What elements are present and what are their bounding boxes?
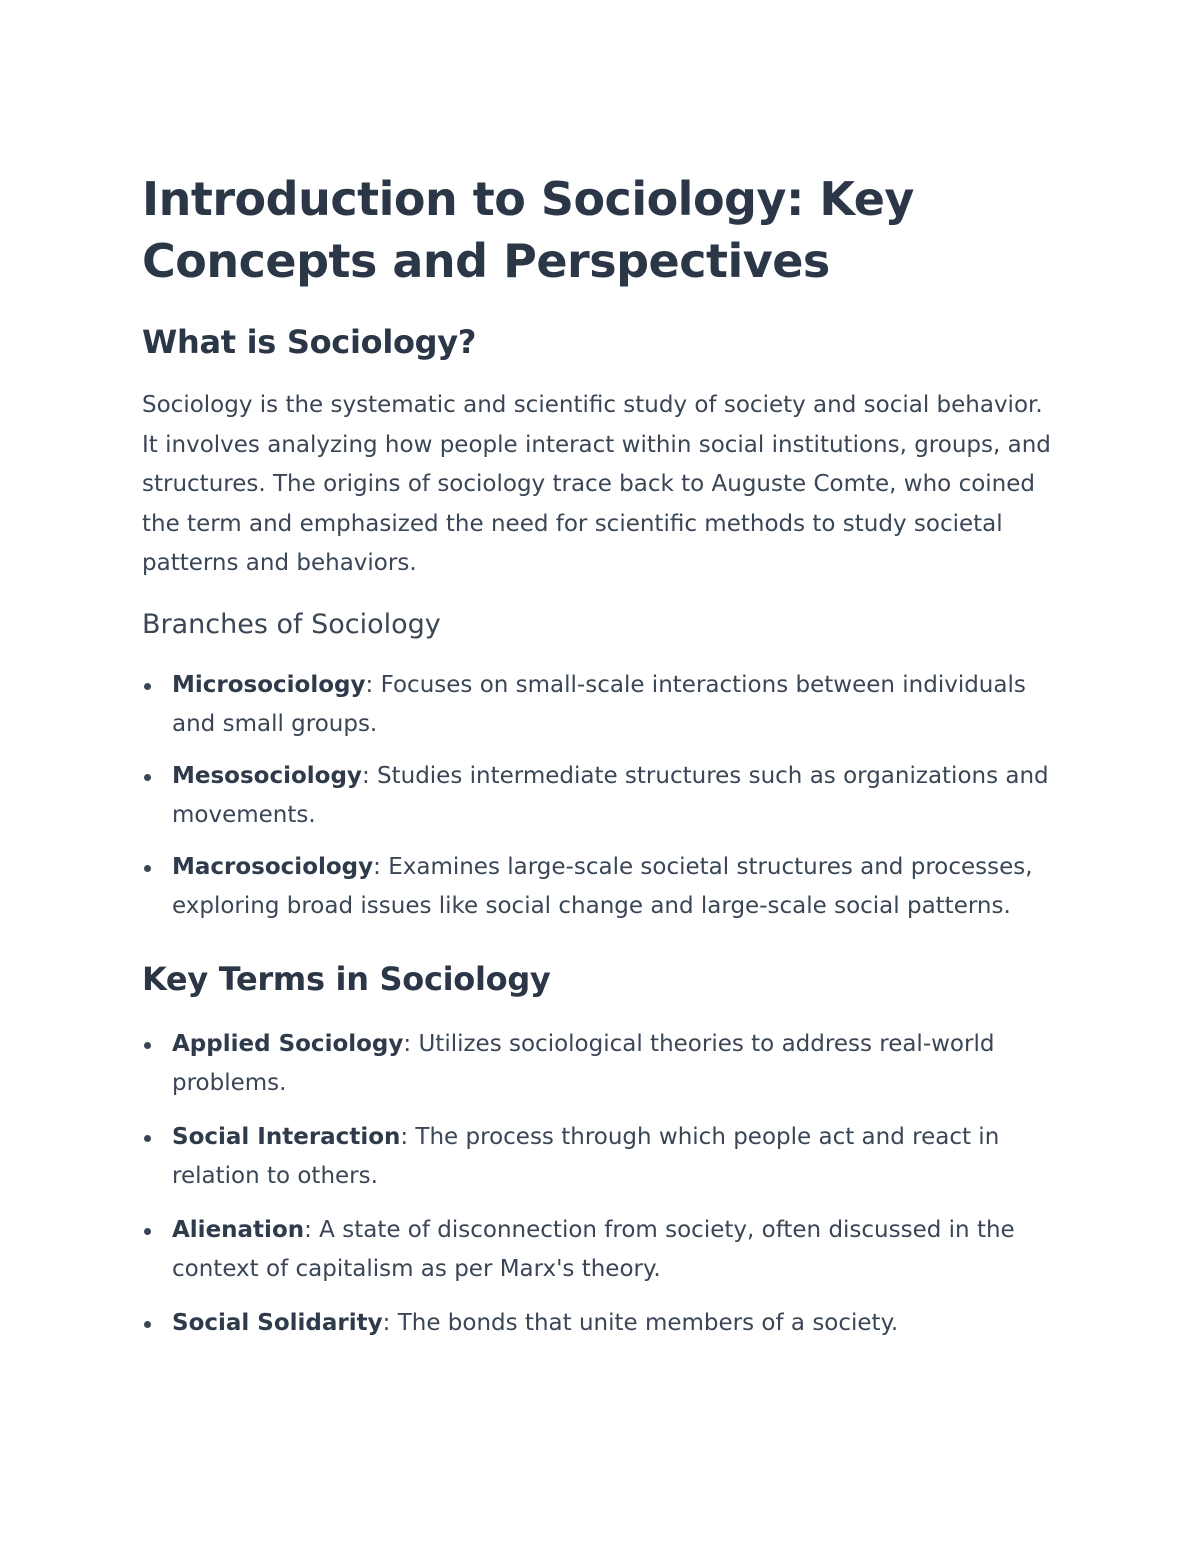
document-page [142,168,1062,1343]
list-item-term: Mesosociology [172,762,362,789]
list-item-desc: : Examines large-scale societal structures and processes, exploring broad issues like social change and large-scale social patterns. [172,853,1033,919]
bullet-icon [144,1228,151,1235]
branches-list [142,666,1062,927]
bullet-icon [144,1321,151,1328]
list-item [142,1304,1062,1344]
list-item-term: Social Interaction [172,1123,401,1150]
key-terms-list [142,1025,1062,1344]
bullet-icon [144,865,151,872]
list-item [142,848,1062,927]
section-heading-key-terms: Key Terms in Sociology [142,959,551,998]
list-item-term: Macrosociology [172,853,374,880]
list-item-desc: : Studies intermediate structures such as organizations and movements. [172,762,1049,828]
list-item-desc: : The bonds that unite members of a society. [382,1309,899,1336]
list-item [142,1025,1062,1104]
bullet-icon [144,683,151,690]
list-item-desc: : The process through which people act and react in relation to others. [172,1123,1000,1189]
list-item-desc: : Utilizes sociological theories to address real-world problems. [172,1030,995,1096]
section-heading-what-is-sociology: What is Sociology? [142,323,477,361]
list-item [142,1118,1062,1197]
list-item-desc: : A state of disconnection from society, often discussed in the context of capitalism as per Marx's theory. [172,1216,1015,1282]
list-item [142,757,1062,836]
intro-paragraph: Sociology is the systematic and scientific study of society and social behavior. It involves analyzing how people interact within social institutions, groups, and structures. The origins of sociology trace back to Auguste Comte, who coined the term and emphasized the need for scientific methods to study societal patterns and behaviors. [142,392,1051,576]
page-title: Introduction to Sociology: Key Concepts and Perspectives [142,172,914,288]
list-item-term: Microsociology [172,671,366,698]
list-item-term: Social Solidarity [172,1309,383,1336]
list-item-term: Applied Sociology [172,1030,404,1057]
bullet-icon [144,1042,151,1049]
list-item [142,666,1062,745]
list-item [142,1211,1062,1290]
subheading-branches: Branches of Sociology [142,608,441,640]
list-item-term: Alienation [172,1216,305,1243]
bullet-icon [144,774,151,781]
bullet-icon [144,1135,151,1142]
list-item-desc: : Focuses on small-scale interactions between individuals and small groups. [172,671,1026,737]
